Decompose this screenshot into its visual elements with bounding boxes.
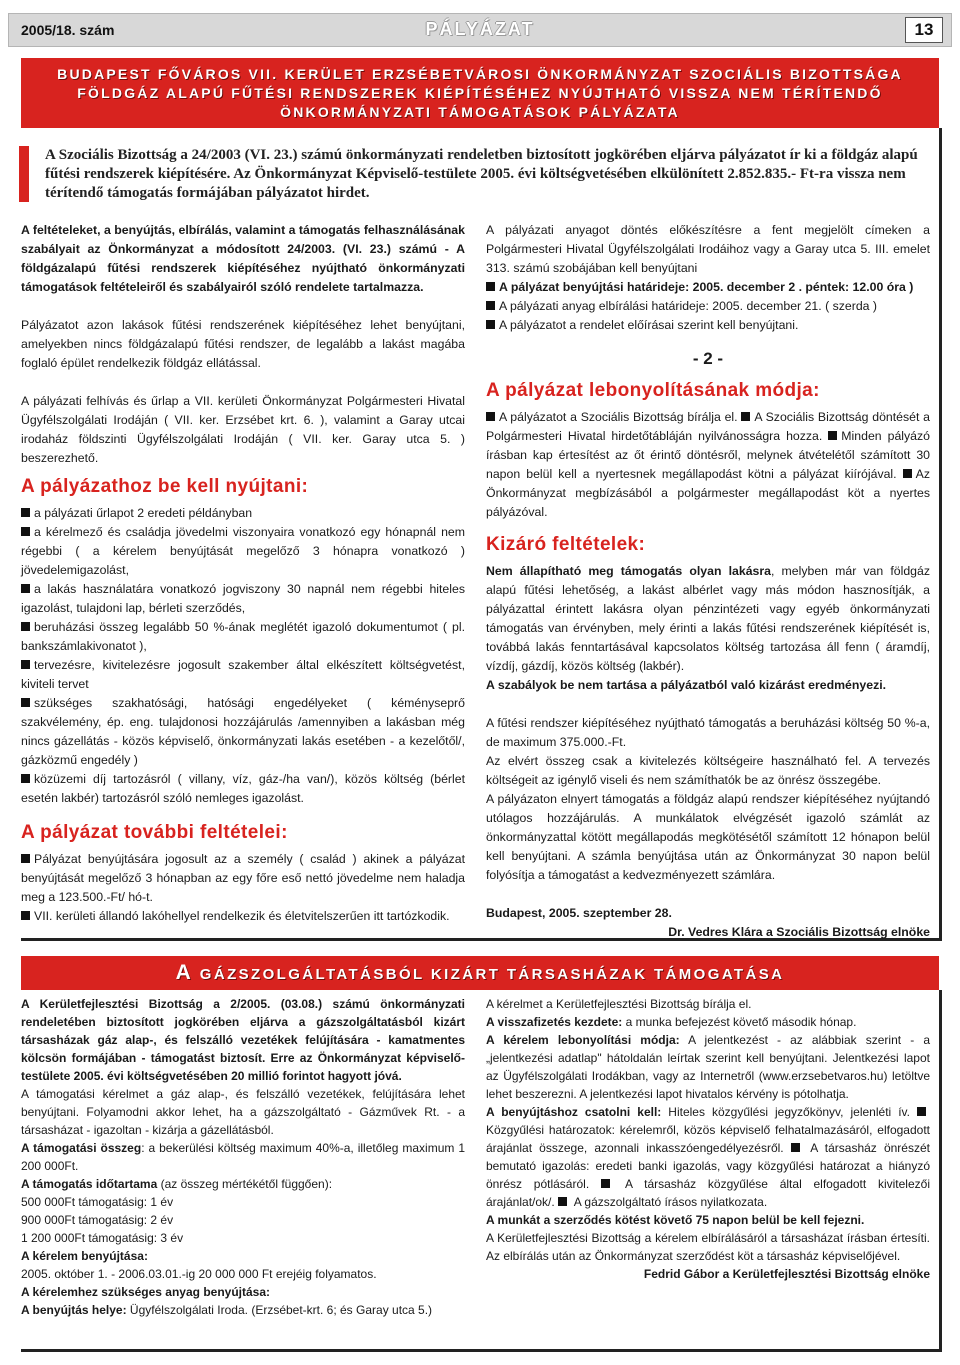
list-item: VII. kerületi állandó lakóhellyel rendelkezik és életvitelszerűen itt tartózkodik. xyxy=(21,907,465,926)
bullet-square-icon xyxy=(21,911,30,920)
notification-paragraph: A Kerületfejlesztési Bizottság a kérelem elbírálásáról a társasházat írásban értesíti. Az elbírálás után az Önkormányzat szerződést köt a társasház képviselőjével. xyxy=(486,1231,930,1263)
article1-right-column xyxy=(486,221,930,942)
support-paragraph: Az elvért összeg csak a kivitelezés költségeire használható fel. A tervezés költségeit az igénylő viseli és nem számíthatók be az önrész összegébe. xyxy=(486,754,930,787)
further-conditions-heading: A pályázat további feltételei: xyxy=(21,822,288,843)
review-line: A kérelmet a Kerületfejlesztési Bizottság bírálja el. xyxy=(486,997,752,1011)
list-item: tervezésre, kivitelezésre jogosult szakember által elkészített költségvetést, kiviteli tervet xyxy=(21,658,465,691)
eligibility-paragraph: Pályázatot azon lakások fűtési rendszerének kiépítéséhez lehet benyújtani, amelyekben nincs földgázalapú fűtési rendszer, de legalább a lakást magába foglaló épület rendelkezik földgáz ellátással. xyxy=(21,318,465,370)
repayment-paragraph: A visszafizetés kezdete: a munka befejezést követő második hónap. xyxy=(486,1015,857,1029)
bullet-square-icon xyxy=(21,584,30,593)
article1-title-line: BUDAPEST FŐVÁROS VII. KERÜLET ERZSÉBETVÁROSI ÖNKORMÁNYZAT SZOCIÁLIS BIZOTTSÁGA xyxy=(57,66,903,82)
page-header xyxy=(8,13,952,47)
bullet-square-icon xyxy=(828,431,837,440)
list-item: a lakás használatára vonatkozó jogviszony 30 napnál nem régebbi hiteles igazolást, tulajdoni lap, bérleti szerződés, xyxy=(21,582,465,615)
bullet-square-icon xyxy=(486,301,495,310)
completion-deadline: A munkát a szerződés kötést követő 75 napon belül be kell fejezni. xyxy=(486,1213,865,1227)
bullet-square-icon xyxy=(791,1143,800,1152)
duration-item: 500 000Ft támogatásig: 1 év xyxy=(21,1195,174,1209)
section-title: PÁLYÁZAT xyxy=(425,19,535,39)
bullet-square-icon xyxy=(21,698,30,707)
bullet-square-icon xyxy=(21,527,30,536)
duration-item: 1 200 000Ft támogatásig: 3 év xyxy=(21,1231,184,1245)
signature: Dr. Vedres Klára a Szociális Bizottság elnöke xyxy=(668,925,930,939)
place-paragraph: A benyújtás helye: Ügyfélszolgálati Iroda. (Erzsébet-krt. 6; és Garay utca 5.) xyxy=(21,1303,433,1317)
bullet-square-icon xyxy=(486,412,495,421)
signature: Fedrid Gábor a Kerületfejlesztési Bizottság elnöke xyxy=(643,1267,930,1281)
required-docs-heading: A pályázathoz be kell nyújtani: xyxy=(21,476,309,497)
article1-title-line: ÖNKORMÁNYZATI TÁMOGATÁSOK PÁLYÁZATA xyxy=(280,104,680,120)
article1-left-column xyxy=(21,221,465,926)
eligibility-paragraph: A támogatási kérelmet a gáz alap-, és felszálló vezetékek, felújítására lehet benyújtani. Folyamodni akkor lehet, ha a gázszolgáltató - Gázművek Rt. - a társasházat - igazoltan - kizárja a gázellátásból. xyxy=(21,1087,465,1137)
bullet-square-icon xyxy=(903,469,912,478)
list-item: A pályázati anyag elbírálási határideje: 2005. december 21. ( szerda ) xyxy=(486,297,930,316)
list-item: a kérelmező és családja jövedelmi viszonyaira vonatkozó egy hónapnál nem régebbi ( a kérelem benyújtását megelőző 3 hónapra vonatkozó ) jövedelemigazolást, xyxy=(21,525,465,577)
duration-item: 900 000Ft támogatásig: 2 év xyxy=(21,1213,174,1227)
amount-paragraph: A támogatási összeg: a bekerülési költség maximum 40%-a, illetőleg maximum 1 200 000Ft. xyxy=(21,1141,466,1173)
bullet-square-icon xyxy=(21,508,30,517)
bullet-square-icon xyxy=(741,412,750,421)
bullet-square-icon xyxy=(558,1197,567,1206)
page-number: 13 xyxy=(905,17,943,43)
list-item: A pályázat benyújtási határideje: 2005. december 2 . péntek: 12.00 óra ) xyxy=(486,278,930,297)
process-paragraph: A kérelem lebonyolítási módja: A jelentkezést - az alábbiak szerint - a „jelentkezési adatlap" hátoldalán leírtak szerint kell benyújtani. Jelentkezési lapot az Ügyfélszolgálati Irodákban, vagy az Internetről (www.erzsebetvaros.hu) letöltve lehet beszerezni. A jelentkezési lapot hivatalos kérvény is pótolhatja. xyxy=(486,1033,930,1101)
bullet-square-icon xyxy=(21,854,30,863)
exclusion-heading: Kizáró feltételek: xyxy=(486,534,646,555)
list-item: közüzemi díj tartozásról ( villany, víz, gáz-/ha van/), közös költség (bérlet esetén lakbér) tartozásról szóló nemleges igazolást. xyxy=(21,772,465,805)
article2-title: A GÁZSZOLGÁLTATÁSBÓL KIZÁRT TÁRSASHÁZAK TÁMOGATÁSA xyxy=(175,961,785,984)
bullet-square-icon xyxy=(21,774,30,783)
issue-number: 2005/18. szám xyxy=(21,22,115,38)
list-item: A pályázatot a rendelet előírásai szerint kell benyújtani. xyxy=(486,316,930,335)
article2-title-banner xyxy=(21,956,939,990)
submission-paragraph: A pályázati anyagot döntés előkészítésre a fent megjelölt címeken a Polgármesteri Hivatal Ügyfélszolgálati Irodáihoz vagy a Garay utca 5. III. emelet 313. számú szobájában kell benyújtani xyxy=(486,223,930,275)
exclusion-rule: A szabályok be nem tartása a pályázatból való kizárást eredményezi. xyxy=(486,678,887,692)
list-item: beruházási összeg legalább 50 %-ának meglétét igazoló dokumentumot ( pl. bankszámlakivonatot ), xyxy=(21,620,465,653)
bullet-square-icon xyxy=(486,320,495,329)
article1-title-banner xyxy=(21,58,939,128)
support-paragraph: A pályázaton elnyert támogatás a földgáz alapú rendszer kiépítéséhez nyújtandó utólagos hozzájárulás. A munkálatok elvégzését igazoló számlát az önkormányzattal kötött megállapodás megkötésétől számított 12 hónapon belül kell benyújtani. A számla benyújtása után az Önkormányzat 30 napon belül folyósítja a támogatást a kedvezményezett számlára. xyxy=(486,792,930,882)
request-label: A kérelem benyújtása: xyxy=(21,1249,148,1263)
article2-right-column xyxy=(486,995,930,1283)
lead-accent-bar xyxy=(19,146,29,202)
intro-bold: A feltételeket, a benyújtás, elbírálás, valamint a támogatás felhasználásának szabályait az Önkormányzat a módosított 24/2003. (VI. 23.) számú - A földgázalapú fűtési rendszerek kiépítéséhez nyújtható önkormányzati támogatások feltételeiről és szabályairól szóló rendelete tartalmazza. xyxy=(21,223,465,294)
duration-paragraph: A támogatás időtartama (az összeg mértékétől függően): xyxy=(21,1177,333,1191)
attachments-paragraph: A benyújtáshoz csatolni kell: Hiteles közgyűlési jegyzőkönyv, jelenléti ív. Közgyűlési határozatok: kérelemről, közös képviselő felhatalmazásáról, elfogadott árajánlat összege, azonnali inkasszóengedélyezésről. A társasház önrészét bemutató igazolás: eredeti banki igazolás, vagy közgyűlési határozat a hiányzó önrész pótlásáról. A társasház közgyűlése által elfogadott kivitelezői árajánlat/ok/. A gázszolgáltató írásos nyilatkozata. xyxy=(486,1105,930,1209)
list-item: a pályázati űrlapot 2 eredeti példányban xyxy=(21,504,465,523)
bullet-square-icon xyxy=(917,1107,926,1116)
article1-lead xyxy=(17,146,937,202)
request-text: 2005. október 1. - 2006.03.01.-ig 20 000 000 Ft erejéig folyamatos. xyxy=(21,1267,377,1281)
bullet-square-icon xyxy=(486,282,495,291)
bullet-square-icon xyxy=(601,1179,610,1188)
docs-label: A kérelemhez szükséges anyag benyújtása: xyxy=(21,1285,270,1299)
date-line: Budapest, 2005. szeptember 28. xyxy=(486,906,672,920)
list-item: Pályázat benyújtására jogosult az a személy ( család ) akinek a pályázat benyújtását megelőző 3 hónapban az egy főre eső nettó jövedelme nem haladja meg a 123.500.-Ft/ hó-t. xyxy=(21,852,465,904)
bullet-square-icon xyxy=(21,622,30,631)
page-marker: - 2 - xyxy=(692,349,724,368)
procedure-heading: A pályázat lebonyolításának módja: xyxy=(486,380,820,401)
support-paragraph: A fűtési rendszer kiépítéséhez nyújtható támogatás a beruházási költség 50 %-a, de maximum 375.000.-Ft. xyxy=(486,716,930,749)
bullet-square-icon xyxy=(21,660,30,669)
exclusion-paragraph: Nem állapítható meg támogatás olyan lakásra, melyben már van földgáz alapú fűtési lehetőség, a lakást albérlet vagy más módon hasznosítják, a pályázattal érintett lakásra olyan pénzintézeti vagy egyéb önkormányzati támogatás van érvényben, mely érinti a lakás fűtési rendszerének kiépítését is, továbbá lakás fenntartásával kapcsolatos költség tartozása áll fenn ( áramdíj, vízdíj, gázdíj, közös költség (lakbér). xyxy=(486,564,930,673)
lead-text: A Szociális Bizottság a 24/2003 (VI. 23.) számú önkormányzati rendeletben biztosított jogkörében eljárva pályázatot ír ki a földgáz alapú fűtési rendszerek kiépítésére. Az Önkormányzat Képviselő-testülete 2005. évi költségvetésében elkülönített 2.852.835.- Ft-ra vissza nem térítendő támogatás formájában pályázatot hirdet. xyxy=(45,147,918,201)
forms-paragraph: A pályázati felhívás és űrlap a VII. kerületi Önkormányzat Polgármesteri Hivatal Ügyfélszolgálati Irodáján ( VII. ker. Erzsébet krt. 6. ), valamint a Garay utcai irodaház földszinti Ügyfélszolgálati Irodáján ( VII. ker. Garay utca 5. ) beszerezhető. xyxy=(21,394,465,465)
procedure-paragraph: A pályázatot a Szociális Bizottság bírálja el. A Szociális Bizottság döntését a Polgármesteri Hivatal hirdetőtábláján nyilvánosságra hozza. Minden pályázó írásban kap értesítést az őt érintő döntésről, melynek átvételétől számított 30 napon belül kell a nyertesnek megállapodást kötni a pályázat kiírójával. Az Önkormányzat megbízásából a polgármester megállapodást köt a nyertes pályázóval. xyxy=(486,410,931,519)
article1-title-line: FÖLDGÁZ ALAPÚ FŰTÉSI RENDSZEREK KIÉPÍTÉSÉHEZ NYÚJTHATÓ VISSZA NEM TÉRÍTENDŐ xyxy=(77,85,883,101)
article2-left-column xyxy=(21,995,465,1319)
list-item: szükséges szakhatósági, hatósági engedélyeket ( kéményseprő szakvélemény, ép. eng. tulajdonosi hozzájárulás /amennyiben a lakásban még nincs gázellátás - közös képviselő, önkormányzati lakás esetében - a kezelőtől/, gázközmű engedély ) xyxy=(21,696,465,767)
intro-bold: A Kerületfejlesztési Bizottság a 2/2005. (03.08.) számú önkormányzati rendeletében biztosított jogkörében eljárva a gázszolgáltatásból kizárt társasházak gáz alap-, és felszálló vezetékek felújítására - kamatmentes kölcsön formájában - támogatást biztosít. Erre az Önkormányzat képviselő-testülete 2005. évi költségvetésében 20 millió forintot hagyott jóvá. xyxy=(21,997,465,1083)
